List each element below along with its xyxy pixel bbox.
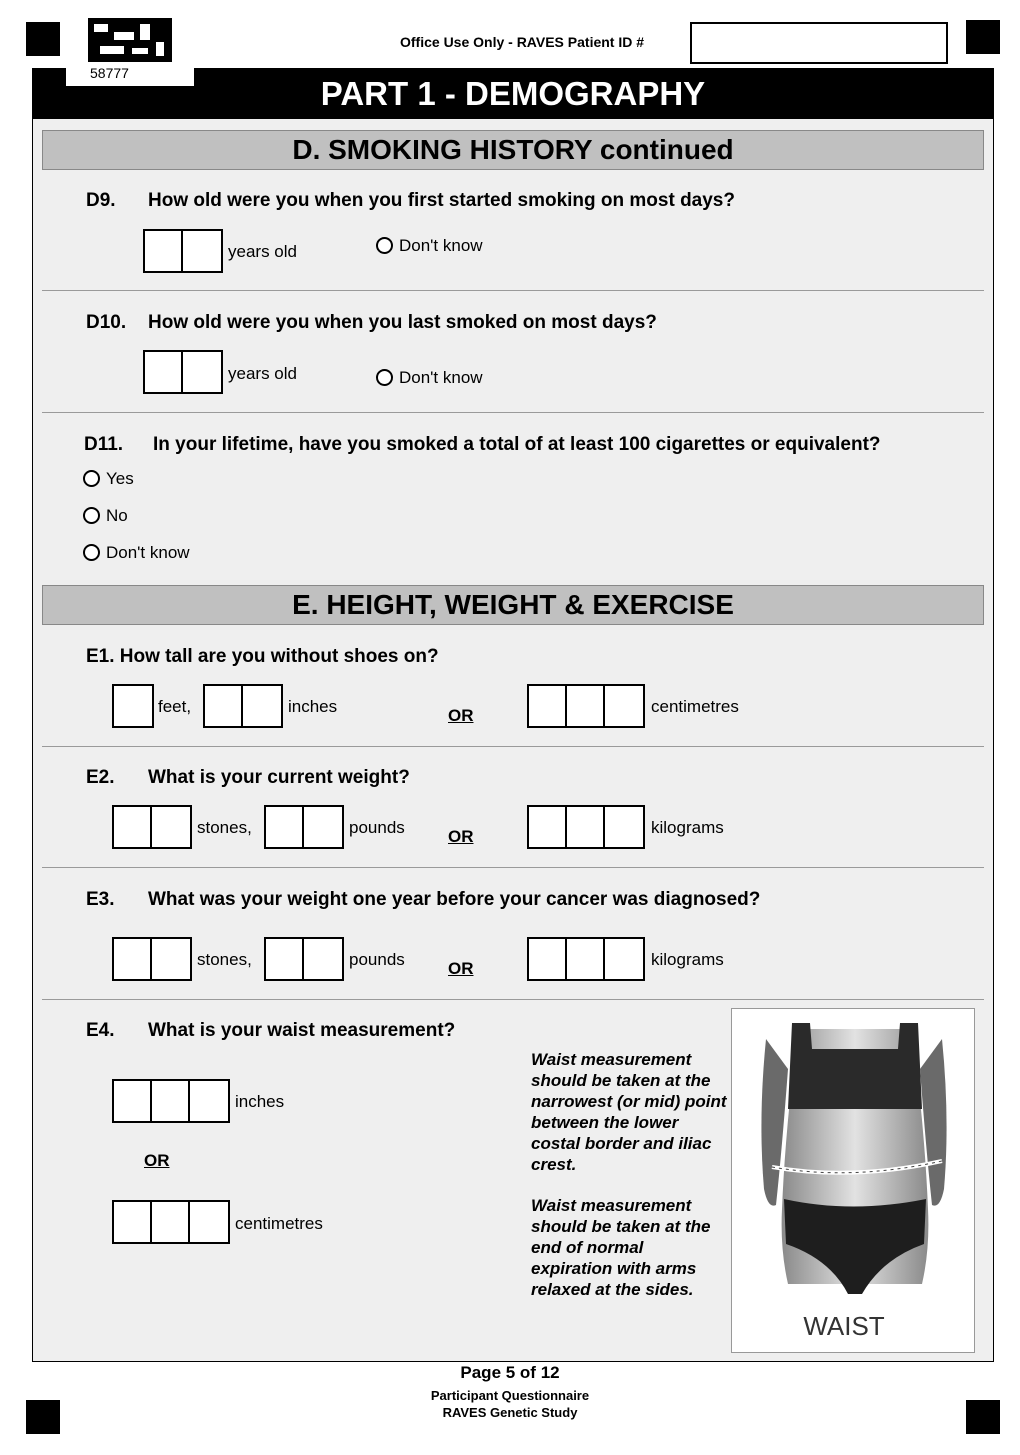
e2-stones-input[interactable] <box>112 805 192 849</box>
e1-feet-input[interactable] <box>112 684 154 728</box>
e1-or: OR <box>448 706 474 725</box>
e1-cm-label: centimetres <box>651 697 739 716</box>
d10-dont-know-label: Don't know <box>399 368 483 387</box>
d11-yes-radio[interactable] <box>83 470 100 487</box>
waist-figure-illustration <box>732 1009 975 1353</box>
e4-or: OR <box>144 1151 170 1170</box>
footer-line-1: Participant Questionnaire <box>430 1388 590 1403</box>
e3-or: OR <box>448 959 474 978</box>
e2-pounds-input[interactable] <box>264 805 344 849</box>
e4-cm-input[interactable] <box>112 1200 230 1244</box>
e2-question: What is your current weight? <box>148 767 410 788</box>
e3-question: What was your weight one year before your cancer was diagnosed? <box>148 889 761 910</box>
e2-number: E2. <box>86 767 115 788</box>
d9-dont-know-radio[interactable] <box>376 237 393 254</box>
divider <box>42 290 984 291</box>
patient-id-input[interactable] <box>690 22 948 64</box>
d9-age-input[interactable] <box>143 229 223 273</box>
d11-no-label: No <box>106 506 128 525</box>
d11-question: In your lifetime, have you smoked a total of at least 100 cigarettes or equivalent? <box>153 434 881 455</box>
registration-mark-top-left <box>26 22 60 56</box>
e1-cm-input[interactable] <box>527 684 645 728</box>
d11-dont-know-label: Don't know <box>106 543 190 562</box>
e1-inches-label: inches <box>288 697 338 716</box>
registration-mark-top-right <box>966 20 1000 54</box>
d11-yes-label: Yes <box>106 469 134 488</box>
section-d-heading: D. SMOKING HISTORY continued <box>42 130 984 170</box>
section-e-heading: E. HEIGHT, WEIGHT & EXERCISE <box>42 585 984 625</box>
waist-instruction-1: Waist measurement should be taken at the narrowest (or mid) point between the lower costal border and iliac crest. <box>531 1050 727 1174</box>
e3-pounds-label: pounds <box>349 950 405 969</box>
form-page <box>32 68 994 1362</box>
d11-no-radio[interactable] <box>83 507 100 524</box>
divider <box>42 999 984 1000</box>
office-use-label: Office Use Only - RAVES Patient ID # <box>400 34 645 50</box>
waist-measurement-image <box>731 1008 975 1353</box>
d10-age-input[interactable] <box>143 350 223 394</box>
e4-inches-label: inches <box>235 1092 285 1111</box>
d9-dont-know-label: Don't know <box>399 236 483 255</box>
e1-feet-label: feet, <box>158 697 192 716</box>
d9-number: D9. <box>86 190 116 211</box>
page-number: Page 5 of 12 <box>460 1363 560 1382</box>
e2-kg-label: kilograms <box>651 818 724 837</box>
e4-number: E4. <box>86 1020 115 1041</box>
divider <box>42 867 984 868</box>
divider <box>42 412 984 413</box>
e3-kg-input[interactable] <box>527 937 645 981</box>
e4-cm-label: centimetres <box>235 1214 323 1233</box>
e2-stones-label: stones, <box>197 818 252 837</box>
form-id: 58777 <box>66 62 194 86</box>
e3-number: E3. <box>86 889 115 910</box>
e4-question: What is your waist measurement? <box>148 1020 456 1041</box>
d9-question: How old were you when you first started smoking on most days? <box>148 190 735 211</box>
d9-unit-label: years old <box>228 242 297 261</box>
waist-instruction-2: Waist measurement should be taken at the end of normal expiration with arms relaxed at the sides. <box>531 1196 711 1299</box>
e1-inches-input[interactable] <box>203 684 283 728</box>
e3-stones-label: stones, <box>197 950 252 969</box>
d10-question: How old were you when you last smoked on most days? <box>148 312 657 333</box>
e2-kg-input[interactable] <box>527 805 645 849</box>
divider <box>42 746 984 747</box>
e2-pounds-label: pounds <box>349 818 405 837</box>
e2-or: OR <box>448 827 474 846</box>
e3-pounds-input[interactable] <box>264 937 344 981</box>
e3-stones-input[interactable] <box>112 937 192 981</box>
d11-number: D11. <box>84 434 124 455</box>
d10-number: D10. <box>86 312 127 333</box>
waist-image-caption: WAIST <box>803 1311 885 1341</box>
e4-inches-input[interactable] <box>112 1079 230 1123</box>
d10-unit-label: years old <box>228 364 297 383</box>
e3-kg-label: kilograms <box>651 950 724 969</box>
d10-dont-know-radio[interactable] <box>376 369 393 386</box>
form-barcode <box>88 18 172 62</box>
part-title: PART 1 - DEMOGRAPHY <box>320 75 706 112</box>
footer-line-2: RAVES Genetic Study <box>442 1405 578 1420</box>
e1-question: E1. How tall are you without shoes on? <box>86 646 439 667</box>
d11-dont-know-radio[interactable] <box>83 544 100 561</box>
